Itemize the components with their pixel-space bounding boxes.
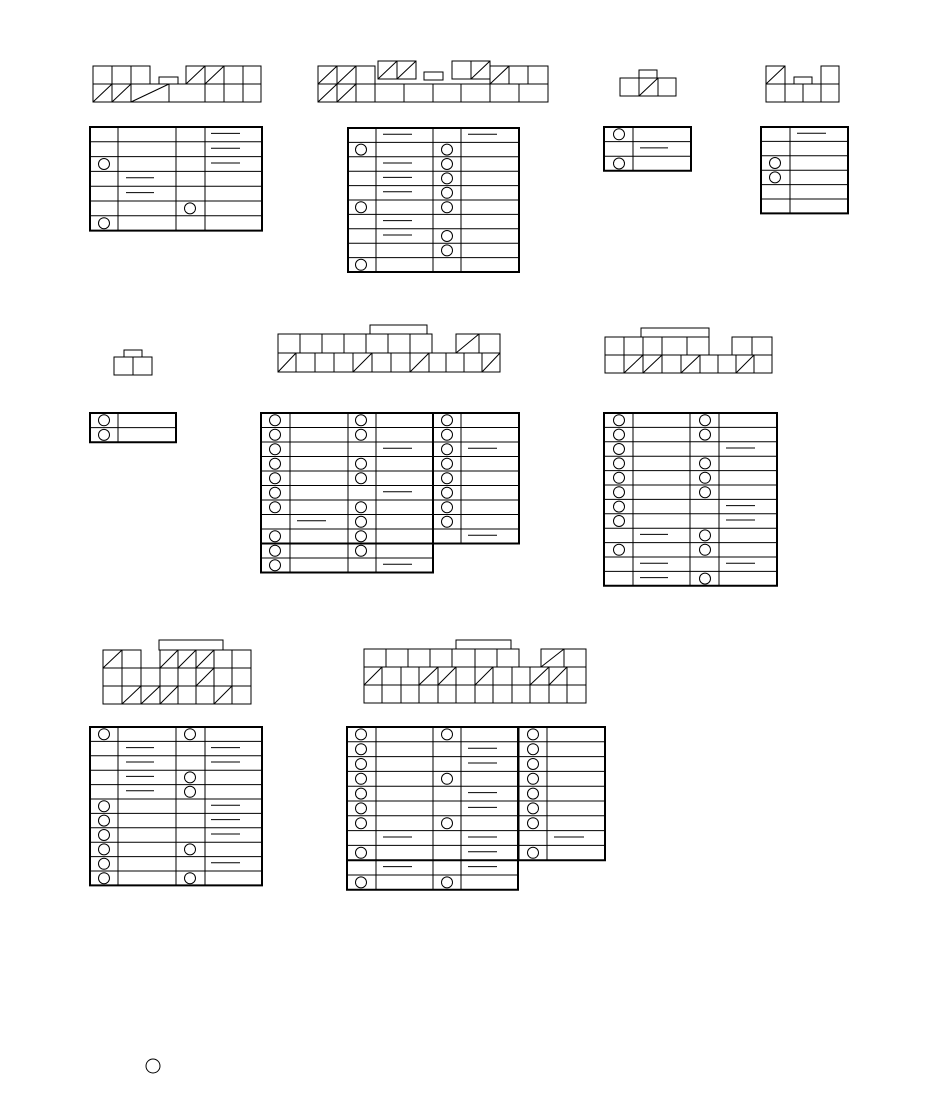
- circle-mark-icon: [185, 729, 196, 740]
- diagonal-slash: [93, 84, 112, 102]
- circle-mark-icon: [528, 818, 539, 829]
- connector-latch: [456, 640, 511, 649]
- pin-cell: [419, 685, 438, 703]
- pin-cell: [456, 667, 475, 685]
- pin-cell: [169, 84, 205, 102]
- pin-cell: [456, 685, 475, 703]
- diagonal-slash: [541, 649, 564, 667]
- circle-mark-icon: [356, 847, 367, 858]
- diagonal-slash: [353, 353, 372, 372]
- circle-mark-icon: [356, 429, 367, 440]
- circle-mark-icon: [99, 429, 110, 440]
- circle-mark-icon: [528, 744, 539, 755]
- circle-mark-icon: [528, 803, 539, 814]
- pin-cell: [131, 66, 150, 84]
- circle-mark-icon: [146, 1059, 160, 1073]
- connector-latch: [370, 325, 427, 334]
- connector-6: [261, 325, 519, 573]
- circle-mark-icon: [442, 502, 453, 513]
- connector-8: [90, 640, 262, 885]
- circle-mark-icon: [270, 473, 281, 484]
- circle-mark-icon: [99, 801, 110, 812]
- pin-cell: [382, 667, 401, 685]
- circle-mark-icon: [99, 815, 110, 826]
- connector-7: [604, 328, 777, 586]
- pin-cell: [752, 337, 772, 355]
- circle-mark-icon: [442, 173, 453, 184]
- pin-cell: [93, 66, 112, 84]
- connector-latch: [641, 328, 709, 337]
- diagonal-slash: [410, 353, 429, 372]
- connector-latch: [794, 77, 812, 84]
- pin-cell: [196, 686, 214, 704]
- diagonal-slash: [438, 667, 456, 685]
- diagonal-slash: [186, 66, 205, 84]
- pin-cell: [519, 84, 548, 102]
- pin-cell: [214, 650, 232, 668]
- circle-mark-icon: [528, 847, 539, 858]
- pin-cell: [754, 355, 772, 373]
- circle-mark-icon: [356, 759, 367, 770]
- pin-table-frame: [261, 413, 519, 544]
- circle-mark-icon: [442, 159, 453, 170]
- pin-cell: [687, 337, 709, 355]
- circle-mark-icon: [700, 544, 711, 555]
- diagonal-slash: [318, 84, 337, 102]
- pin-cell: [356, 66, 375, 84]
- diagonal-slash: [643, 355, 662, 373]
- circle-mark-icon: [185, 786, 196, 797]
- circle-mark-icon: [99, 830, 110, 841]
- circle-mark-icon: [356, 788, 367, 799]
- pin-cell: [564, 649, 586, 667]
- pin-cell: [334, 353, 353, 372]
- diagonal-slash: [337, 84, 356, 102]
- circle-mark-icon: [356, 545, 367, 556]
- pin-cell: [232, 650, 251, 668]
- circle-mark-icon: [614, 129, 625, 140]
- diagonal-slash: [278, 353, 296, 372]
- connector-latch: [124, 350, 142, 357]
- connector-latch: [639, 70, 657, 78]
- pin-cell: [512, 667, 530, 685]
- circle-mark-icon: [700, 573, 711, 584]
- connector-9: [347, 640, 605, 890]
- pin-cell: [214, 668, 232, 686]
- circle-mark-icon: [99, 873, 110, 884]
- pin-cell: [296, 353, 315, 372]
- pin-cell: [438, 685, 456, 703]
- diagonal-slash: [456, 334, 479, 353]
- diagonal-slash: [112, 84, 131, 102]
- circle-mark-icon: [770, 158, 781, 169]
- pin-cell: [658, 78, 676, 96]
- circle-mark-icon: [356, 877, 367, 888]
- diagonal-slash: [639, 78, 658, 96]
- pin-cell: [356, 84, 375, 102]
- circle-mark-icon: [270, 415, 281, 426]
- pin-cell: [493, 667, 512, 685]
- circle-mark-icon: [442, 818, 453, 829]
- circle-mark-icon: [442, 187, 453, 198]
- pin-cell: [232, 668, 251, 686]
- circle-mark-icon: [528, 773, 539, 784]
- circle-mark-icon: [770, 172, 781, 183]
- circle-mark-icon: [185, 772, 196, 783]
- diagonal-slash: [318, 66, 337, 84]
- circle-mark-icon: [356, 729, 367, 740]
- circle-mark-icon: [700, 458, 711, 469]
- circle-mark-icon: [442, 487, 453, 498]
- diagonal-slash: [397, 61, 416, 79]
- circle-mark-icon: [614, 415, 625, 426]
- diagonal-slash: [103, 650, 122, 668]
- diagonal-slash: [490, 66, 509, 84]
- circle-mark-icon: [528, 788, 539, 799]
- pin-cell: [785, 84, 803, 102]
- circle-mark-icon: [185, 873, 196, 884]
- pin-cell: [122, 650, 141, 668]
- circle-mark-icon: [442, 429, 453, 440]
- diagonal-slash: [364, 667, 382, 685]
- pin-cell: [821, 84, 839, 102]
- pin-cell: [479, 334, 500, 353]
- circle-mark-icon: [185, 203, 196, 214]
- circle-mark-icon: [270, 429, 281, 440]
- diagonal-slash: [549, 667, 567, 685]
- pin-cell: [620, 78, 639, 96]
- circle-mark-icon: [356, 516, 367, 527]
- pin-cell: [497, 649, 519, 667]
- pin-cell: [205, 84, 224, 102]
- circle-mark-icon: [614, 458, 625, 469]
- circle-mark-icon: [442, 473, 453, 484]
- pin-cell: [141, 668, 160, 686]
- pin-cell: [401, 685, 419, 703]
- pin-cell: [821, 66, 839, 84]
- pin-cell: [114, 357, 133, 375]
- pin-cell: [567, 667, 586, 685]
- connector-latch: [424, 72, 443, 80]
- pin-cell: [401, 667, 419, 685]
- connector-1: [90, 66, 262, 231]
- circle-mark-icon: [270, 560, 281, 571]
- pin-cell: [718, 355, 736, 373]
- pin-cell: [430, 649, 452, 667]
- diagonal-slash: [624, 355, 643, 373]
- pin-cell: [388, 334, 410, 353]
- pin-cell: [103, 686, 122, 704]
- circle-mark-icon: [99, 159, 110, 170]
- pin-cell: [122, 668, 141, 686]
- pin-cell: [528, 66, 548, 84]
- pin-cell: [344, 334, 366, 353]
- circle-mark-icon: [442, 231, 453, 242]
- pin-cell: [452, 649, 475, 667]
- circle-mark-icon: [442, 144, 453, 155]
- circle-mark-icon: [442, 877, 453, 888]
- diagonal-slash: [475, 667, 493, 685]
- diagonal-slash: [337, 66, 356, 84]
- circle-mark-icon: [442, 773, 453, 784]
- circle-mark-icon: [442, 444, 453, 455]
- circle-mark-icon: [614, 516, 625, 527]
- circle-mark-icon: [270, 487, 281, 498]
- circle-mark-icon: [442, 202, 453, 213]
- pin-cell: [410, 334, 432, 353]
- pin-cell: [549, 685, 567, 703]
- pin-cell: [366, 334, 388, 353]
- circle-mark-icon: [700, 472, 711, 483]
- pin-cell: [766, 84, 785, 102]
- pin-cell: [605, 355, 624, 373]
- pin-cell: [372, 353, 391, 372]
- circle-mark-icon: [270, 545, 281, 556]
- pin-cell: [700, 355, 718, 373]
- pin-cell: [662, 337, 687, 355]
- pin-cell: [382, 685, 401, 703]
- circle-mark-icon: [614, 444, 625, 455]
- circle-mark-icon: [700, 415, 711, 426]
- circle-mark-icon: [356, 531, 367, 542]
- connector-latch: [159, 640, 223, 650]
- circle-mark-icon: [99, 218, 110, 229]
- connector-5: [90, 350, 176, 442]
- circle-mark-icon: [700, 530, 711, 541]
- diagonal-slash: [196, 650, 214, 668]
- circle-mark-icon: [99, 858, 110, 869]
- diagonal-slash: [131, 84, 169, 102]
- diagonal-slash: [214, 686, 232, 704]
- diagonal-slash: [482, 353, 500, 372]
- pin-cell: [408, 649, 430, 667]
- circle-mark-icon: [270, 444, 281, 455]
- pin-cell: [404, 84, 433, 102]
- pin-cell: [112, 66, 131, 84]
- pin-cell: [178, 686, 196, 704]
- circle-mark-icon: [99, 844, 110, 855]
- pin-cell: [300, 334, 322, 353]
- circle-mark-icon: [528, 729, 539, 740]
- circle-mark-icon: [528, 759, 539, 770]
- circle-mark-icon: [614, 544, 625, 555]
- pin-table-frame-lower: [261, 413, 433, 573]
- pin-cell: [232, 686, 251, 704]
- connector-3: [604, 70, 691, 171]
- diagonal-slash: [160, 650, 178, 668]
- pin-cell: [605, 337, 624, 355]
- pin-cell: [243, 66, 261, 84]
- circle-mark-icon: [356, 803, 367, 814]
- diagonal-slash: [378, 61, 397, 79]
- diagonal-slash: [681, 355, 700, 373]
- connector-4: [761, 66, 848, 213]
- pin-cell: [461, 84, 490, 102]
- circle-mark-icon: [270, 458, 281, 469]
- pin-cell: [624, 337, 643, 355]
- pin-cell: [732, 337, 752, 355]
- circle-mark-icon: [442, 729, 453, 740]
- pin-cell: [490, 84, 519, 102]
- circle-mark-icon: [270, 531, 281, 542]
- pin-cell: [391, 353, 410, 372]
- circle-mark-icon: [442, 516, 453, 527]
- diagonal-slash: [471, 61, 490, 79]
- diagonal-slash: [196, 668, 214, 686]
- pin-cell: [464, 353, 482, 372]
- pin-cell: [452, 61, 471, 79]
- circle-mark-icon: [356, 502, 367, 513]
- diagonal-slash: [205, 66, 224, 84]
- pin-cell: [364, 649, 386, 667]
- diagonal-slash: [141, 686, 160, 704]
- pin-cell: [567, 685, 586, 703]
- diagonal-slash: [419, 667, 438, 685]
- circle-mark-icon: [442, 245, 453, 256]
- pin-cell: [530, 685, 549, 703]
- pin-cell: [386, 649, 408, 667]
- pin-cell: [429, 353, 446, 372]
- pin-cell: [509, 66, 528, 84]
- circle-mark-icon: [99, 729, 110, 740]
- pin-cell: [475, 685, 493, 703]
- diagonal-slash: [530, 667, 549, 685]
- circle-mark-icon: [99, 415, 110, 426]
- pin-cell: [224, 66, 243, 84]
- diagonal-slash: [178, 650, 196, 668]
- circle-mark-icon: [356, 415, 367, 426]
- pin-cell: [662, 355, 681, 373]
- circle-mark-icon: [185, 844, 196, 855]
- pin-cell: [512, 685, 530, 703]
- circle-mark-icon: [442, 415, 453, 426]
- circle-mark-icon: [356, 144, 367, 155]
- circle-mark-icon: [700, 429, 711, 440]
- circle-mark-icon: [614, 158, 625, 169]
- circle-mark-icon: [614, 472, 625, 483]
- circle-mark-icon: [700, 487, 711, 498]
- pin-cell: [278, 334, 300, 353]
- pin-cell: [315, 353, 334, 372]
- pin-cell: [643, 337, 662, 355]
- connector-2: [318, 61, 548, 272]
- pin-cell: [803, 84, 821, 102]
- pin-cell: [160, 668, 178, 686]
- circle-mark-icon: [356, 773, 367, 784]
- diagonal-slash: [122, 686, 141, 704]
- circle-mark-icon: [356, 259, 367, 270]
- pin-cell: [446, 353, 464, 372]
- circle-mark-icon: [442, 458, 453, 469]
- circle-mark-icon: [614, 487, 625, 498]
- pin-cell: [322, 334, 344, 353]
- pin-cell: [224, 84, 243, 102]
- pin-cell: [103, 668, 122, 686]
- diagonal-slash: [736, 355, 754, 373]
- circle-mark-icon: [356, 744, 367, 755]
- pin-cell: [243, 84, 261, 102]
- pin-cell: [433, 84, 461, 102]
- pin-table-frame: [347, 727, 605, 860]
- pin-table-frame: [604, 127, 691, 171]
- circle-mark-icon: [614, 501, 625, 512]
- circle-mark-icon: [614, 429, 625, 440]
- pin-cell: [375, 84, 404, 102]
- circle-mark-icon: [356, 818, 367, 829]
- diagonal-slash: [160, 686, 178, 704]
- circle-mark-icon: [356, 473, 367, 484]
- pin-cell: [133, 357, 152, 375]
- pin-cell: [178, 668, 196, 686]
- pin-cell: [475, 649, 497, 667]
- diagonal-slash: [766, 66, 785, 84]
- circle-mark-icon: [356, 202, 367, 213]
- circle-mark-icon: [356, 458, 367, 469]
- circle-mark-icon: [270, 502, 281, 513]
- pin-cell: [364, 685, 382, 703]
- legend: [146, 1059, 160, 1073]
- pin-cell: [493, 685, 512, 703]
- connector-latch: [159, 77, 178, 84]
